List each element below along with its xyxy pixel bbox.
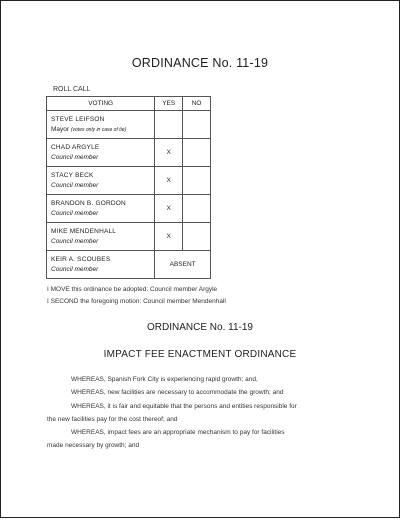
table-row <box>47 251 211 279</box>
member-cell <box>47 139 155 167</box>
member-role: Council member <box>51 265 99 273</box>
yes-cell: X <box>155 223 183 251</box>
no-cell <box>183 223 211 251</box>
paragraph-line: the new facilities pay for the cost thereof; and <box>47 415 178 423</box>
member-cell <box>47 251 155 279</box>
body-text <box>47 373 357 453</box>
paragraph-line: WHEREAS, new facilities are necessary to accommodate the growth; and <box>71 389 284 397</box>
member-cell <box>47 223 155 251</box>
member-role: Council member <box>51 237 99 245</box>
header-voting: VOTING <box>47 97 155 111</box>
yes-cell: X <box>155 167 183 195</box>
header-no: NO <box>183 97 211 111</box>
member-note: (votes only in case of tie) <box>70 126 127 133</box>
roll-call-label: ROLL CALL <box>53 86 91 93</box>
paragraph-line: WHEREAS, impact fees are an appropriate mechanism to pay for facilities <box>71 429 285 437</box>
ordinance-subtitle: ORDINANCE No. 11-19 <box>147 322 253 333</box>
yes-cell <box>155 111 183 139</box>
member-name: KEIR A. SCOUBES <box>51 255 111 263</box>
paragraph-line: made necessary by growth; and <box>47 442 140 450</box>
member-name: MIKE MENDENHALL <box>51 227 117 235</box>
member-name: STEVE LEIFSON <box>51 115 105 123</box>
motion-line: I MOVE this ordinance be adopted: Council member Argyle <box>47 286 218 293</box>
roll-call-table <box>46 96 211 279</box>
member-role: Mayor <box>51 125 70 133</box>
yes-cell: X <box>155 139 183 167</box>
act-title: IMPACT FEE ENACTMENT ORDINANCE <box>103 349 297 360</box>
paragraph-line: WHEREAS, Spanish Fork City is experiencing rapid growth; and, <box>71 376 258 383</box>
no-cell <box>183 111 211 139</box>
member-cell <box>47 167 155 195</box>
member-name: STACY BECK <box>51 171 94 179</box>
table-row <box>47 195 211 223</box>
paragraph-line: WHEREAS, it is fair and equitable that the persons and entities responsible for <box>71 402 297 410</box>
yes-cell: X <box>155 195 183 223</box>
table-header-row <box>47 97 211 111</box>
absent-cell: ABSENT <box>155 251 211 279</box>
table-row <box>47 167 211 195</box>
member-cell <box>47 195 155 223</box>
member-cell <box>47 111 155 139</box>
no-cell <box>183 167 211 195</box>
table-row <box>47 223 211 251</box>
member-name: BRANDON B. GORDON <box>51 199 126 207</box>
table-row <box>47 139 211 167</box>
no-cell <box>183 195 211 223</box>
member-name: CHAD ARGYLE <box>51 143 100 151</box>
table-row <box>47 111 211 139</box>
second-line: I SECOND the foregoing motion: Council member Mendenhall <box>47 298 226 305</box>
member-role: Council member <box>51 209 99 217</box>
ordinance-title: ORDINANCE No. 11-19 <box>131 56 269 70</box>
member-role: Council member <box>51 153 99 161</box>
member-role: Council member <box>51 181 99 189</box>
header-yes: YES <box>155 97 183 111</box>
no-cell <box>183 139 211 167</box>
